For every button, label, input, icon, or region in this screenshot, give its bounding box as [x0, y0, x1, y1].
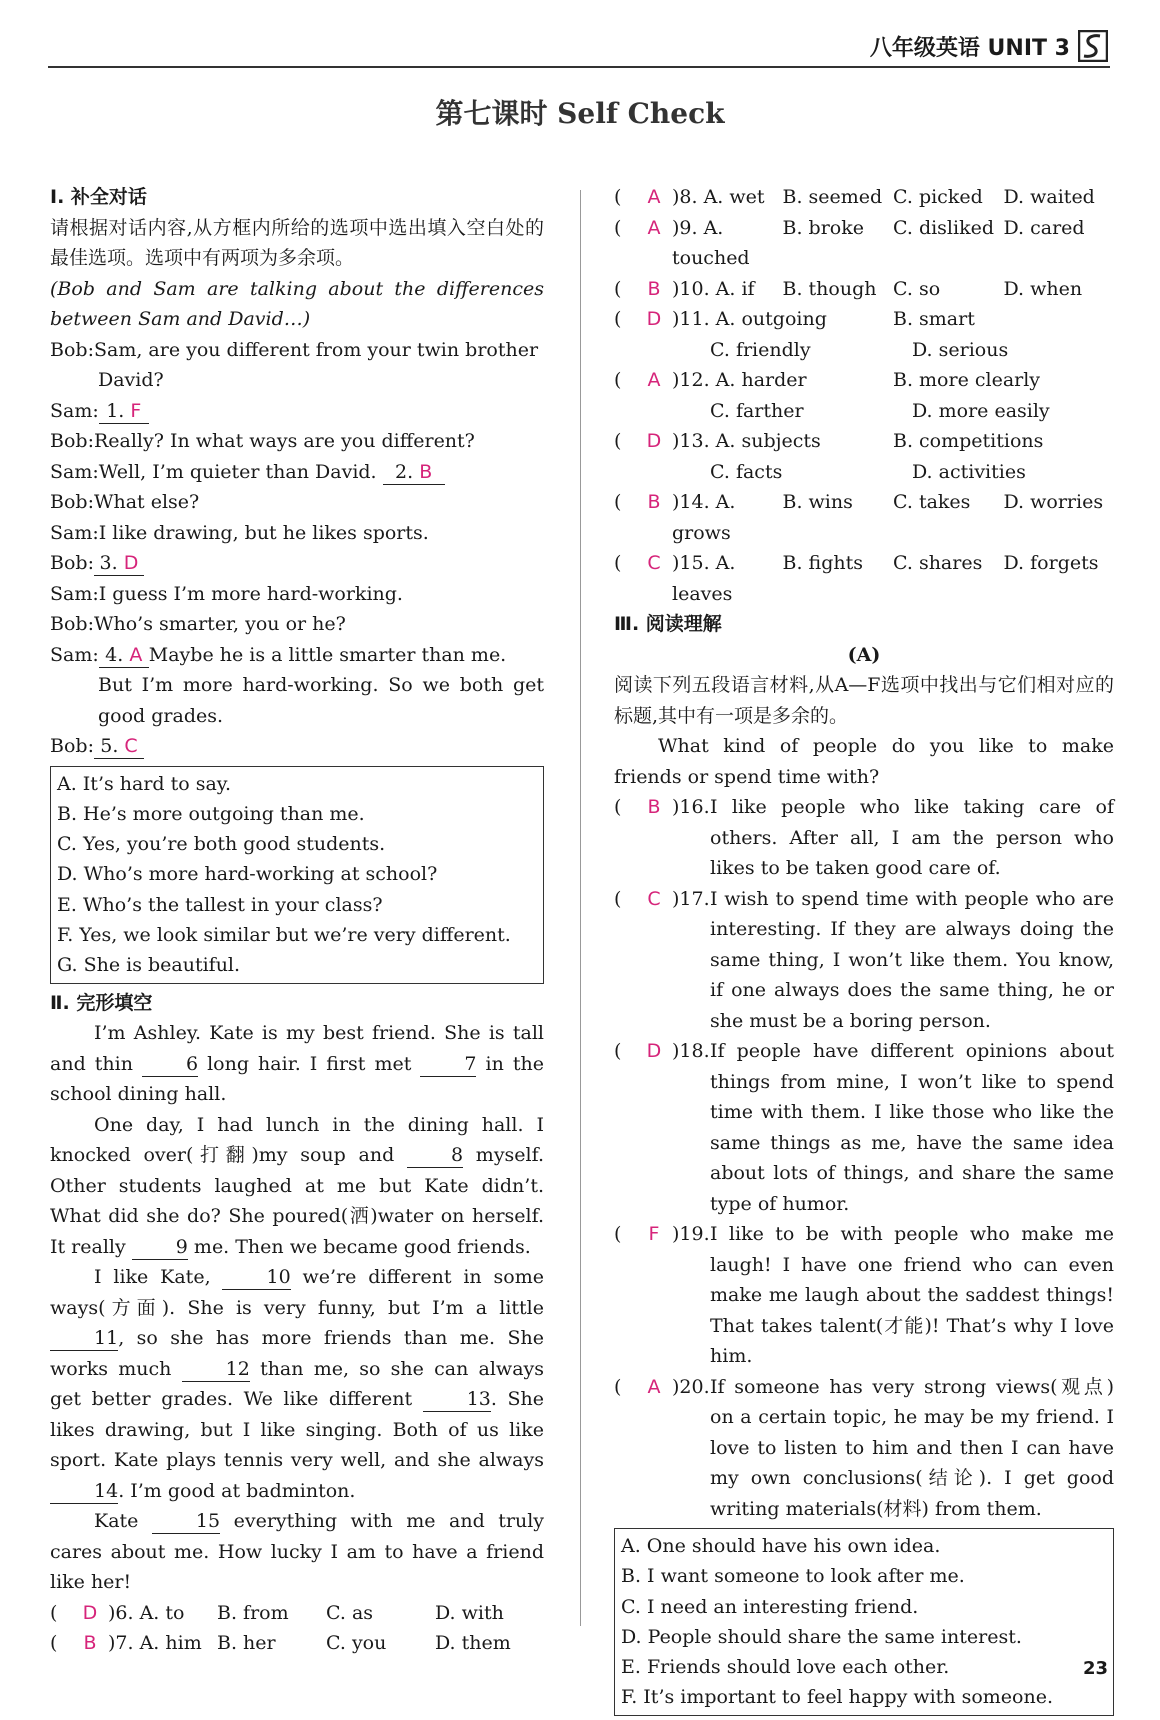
question-number: )16. — [672, 796, 710, 818]
speaker: Bob: — [50, 735, 94, 757]
answer: B — [83, 1632, 97, 1655]
question-text: If someone has very strong views(观点) on a certain topic, he may be my friend. I love to listen to him and then I can have my own conclusions(结论). I get good writing materials(材料) from them. — [710, 1375, 1114, 1520]
option-a: )13. A. subjects — [672, 430, 821, 452]
option-a: )7. A. him — [108, 1632, 202, 1655]
text: . I’m good at badminton. — [118, 1479, 356, 1502]
blank-4 — [99, 643, 149, 668]
option: E. Friends should love each other. — [621, 1656, 950, 1679]
text: long hair. I first met — [207, 1052, 412, 1075]
answer: A — [647, 369, 661, 391]
text: we’re different in some ways(方面). She is very funny, but I’m a little — [50, 1266, 544, 1319]
cloze-blank: 8 — [407, 1143, 463, 1168]
dialogue-line: I guess I’m more hard-working. — [98, 582, 403, 605]
dialogue-line: What else? — [93, 491, 200, 513]
right-column — [614, 182, 1114, 1720]
cloze-blank: 11 — [50, 1326, 118, 1351]
question-6: ( D )6. A. to B. from C. as D. with — [50, 1598, 544, 1629]
dialogue-line: Well, I’m quieter than David. — [98, 460, 377, 483]
option-b: B. wins — [782, 491, 853, 513]
text: myself. Other students laughed at me but Kate didn’t. What did she do? She poured(洒)water on herself. It really — [50, 1144, 545, 1258]
answer: F — [648, 1223, 660, 1245]
option-a: )11. A. outgoing — [672, 308, 827, 330]
answer: B — [647, 796, 661, 818]
column-divider — [580, 190, 581, 1626]
option-d: D. forgets — [1003, 552, 1099, 574]
option-d: D. when — [1003, 277, 1083, 300]
speaker: Sam: — [50, 399, 99, 422]
option-a: )10. A. if — [672, 277, 755, 300]
speaker: Bob: — [50, 613, 94, 635]
header-divider — [48, 66, 1110, 68]
question-number: )19. — [672, 1223, 710, 1245]
answer: D — [646, 430, 662, 452]
dialogue-line: I like drawing, but he likes sports. — [98, 521, 429, 544]
text: than me, so she can always get better grades. We like different — [50, 1357, 545, 1411]
page-number: 23 — [1082, 1658, 1108, 1679]
question-20: ( A )20. If someone has very strong views(观点) on a certain topic, he may be my friend. I love to listen to him and then I can have my own conclusions(结论). I get good writing materials(材料) from them. — [614, 1372, 1114, 1525]
dialogue-line: Sam, are you different from your twin brother — [93, 338, 539, 361]
blank-number: 1. — [106, 399, 125, 422]
dialogue-line: Maybe he is a little smarter than me. — [148, 643, 507, 666]
question-9: ( A )9. A. touched B. broke C. disliked D. cared — [614, 213, 1114, 274]
text: One day, I had lunch in the dining hall. I knocked over(打翻)my soup and — [50, 1113, 544, 1167]
answer: A — [129, 643, 143, 666]
question-16: ( B )16. I like people who like taking care of others. After all, I am the person who likes to be taken good care of. — [614, 792, 1114, 884]
option-d: D. waited — [1003, 186, 1095, 208]
answer: C — [124, 735, 138, 757]
option-d: D. more easily — [912, 399, 1050, 422]
dialogue-options-box — [50, 766, 544, 984]
speaker: Sam: — [50, 582, 99, 605]
section3-subheading: (A) — [847, 643, 881, 666]
dialogue-line: Really? In what ways are you different? — [93, 430, 475, 452]
left-column — [50, 182, 544, 1659]
option-a: )14. A. grows — [672, 491, 736, 544]
answer: A — [647, 216, 661, 239]
option-c: C. friendly — [710, 338, 811, 361]
text: Kate — [94, 1510, 139, 1533]
option: C. Yes, you’re both good students. — [57, 833, 386, 856]
text: I like Kate, — [94, 1266, 211, 1289]
option-c: C. facts — [710, 460, 783, 483]
question-18: ( D )18. If people have different opinions about things from mine, I won’t like to spend time with them. I like those who like the same things as me, have the same idea about lots of things, and share the same type of humor. — [614, 1036, 1114, 1219]
question-8: ( A )8. A. wet B. seemed C. picked D. waited — [614, 182, 1114, 213]
option-d: D. worries — [1003, 491, 1104, 513]
speaker: Bob: — [50, 491, 94, 513]
option: B. I want someone to look after me. — [621, 1565, 965, 1588]
cloze-blank: 9 — [132, 1235, 188, 1260]
speaker: Sam: — [50, 460, 99, 483]
question-number: )17. — [672, 887, 710, 910]
header-text: 八年级英语 UNIT 3 — [869, 35, 1070, 61]
dialogue-line: Who’s smarter, you or he? — [93, 613, 346, 635]
option-c: C. farther — [710, 399, 804, 422]
option-c: C. shares — [893, 552, 983, 574]
option: F. It’s important to feel happy with someone. — [621, 1686, 1053, 1709]
question-text: I like people who like taking care of others. After all, I am the person who likes to be taken good care of. — [710, 796, 1114, 879]
question-number: )20. — [672, 1375, 710, 1398]
question-11: ( D )11. A. outgoing B. smart C. friendly D. serious — [614, 304, 1114, 365]
blank-number: 4. — [105, 643, 124, 666]
reading-options-box — [614, 1528, 1114, 1716]
option-b: B. though — [782, 277, 877, 300]
option-c: C. takes — [893, 491, 971, 513]
speaker: Bob: — [50, 430, 94, 452]
question-12: ( A )12. A. harder B. more clearly C. farther D. more easily — [614, 365, 1114, 426]
blank-1 — [99, 399, 149, 424]
speaker: Bob: — [50, 552, 94, 574]
option-a: )8. A. wet — [672, 186, 765, 208]
blank-number: 5. — [100, 735, 119, 757]
text: in the school dining hall. — [50, 1052, 544, 1106]
option: A. One should have his own idea. — [621, 1535, 941, 1557]
reading-lead: What kind of people do you like to make friends or spend time with? — [614, 735, 1114, 788]
cloze-blank: 14 — [50, 1479, 118, 1504]
option: D. Who’s more hard-working at school? — [57, 863, 438, 886]
text: everything with me and truly cares about me. How lucky I am to have a friend like her! — [50, 1510, 544, 1594]
cloze-paragraph-4 — [50, 1506, 544, 1598]
question-14: ( B )14. A. grows B. wins C. takes D. worries — [614, 487, 1114, 548]
cloze-blank: 10 — [222, 1265, 290, 1290]
text: me. Then we became good friends. — [193, 1235, 531, 1258]
section3-instructions: 阅读下列五段语言材料,从A—F选项中找出与它们相对应的标题,其中有一项是多余的。 — [614, 674, 1114, 727]
option-a: )12. A. harder — [672, 369, 807, 391]
option: A. It’s hard to say. — [57, 772, 232, 795]
text: , so she has more friends than me. She works much — [50, 1327, 544, 1380]
cloze-blank: 15 — [152, 1509, 220, 1534]
option-b: B. more clearly — [893, 369, 1041, 391]
question-13: ( D )13. A. subjects B. competitions C. facts D. activities — [614, 426, 1114, 487]
cloze-paragraph-3 — [50, 1262, 544, 1506]
blank-number: 2. — [395, 460, 414, 483]
section3-heading: Ⅲ. 阅读理解 — [614, 613, 722, 635]
answer: B — [647, 491, 661, 513]
dialogue-line: David? — [98, 369, 164, 391]
option: D. People should share the same interest. — [621, 1625, 1022, 1648]
cloze-paragraph-2 — [50, 1110, 544, 1263]
option-b: B. seemed — [782, 186, 883, 208]
dialogue-line: But I’m more hard-working. So we both get good grades. — [98, 674, 544, 727]
answer: C — [647, 552, 661, 574]
option: G. She is beautiful. — [57, 954, 241, 977]
answer: D — [123, 552, 139, 574]
option-c: C. picked — [893, 186, 983, 208]
option-d: D. serious — [912, 338, 1009, 361]
option-a: )6. A. to — [108, 1601, 185, 1624]
answer: B — [419, 460, 433, 483]
blank-5 — [94, 734, 144, 759]
option: E. Who’s the tallest in your class? — [57, 893, 383, 916]
answer: D — [646, 1040, 662, 1062]
option-d: D. cared — [1003, 216, 1085, 239]
question-17: ( C )17. I wish to spend time with people who are interesting. If they are always doing the same thing, I won’t like them. You know, if one always does the same thing, he or she must be a boring person. — [614, 884, 1114, 1037]
answer: B — [647, 277, 661, 300]
option-d: D. them — [435, 1632, 511, 1655]
question-15: ( C )15. A. leaves B. fights C. shares D. forgets — [614, 548, 1114, 609]
question-number: )18. — [672, 1040, 710, 1062]
question-text: If people have different opinions about things from mine, I won’t like to spend time with them. I like those who like the same things as me, have the same idea about lots of things, and share the same type of humor. — [710, 1040, 1114, 1215]
option-d: D. activities — [912, 460, 1026, 483]
cloze-paragraph-1 — [50, 1018, 544, 1110]
option: F. Yes, we look similar but we’re very different. — [57, 923, 511, 946]
blank-2 — [383, 460, 445, 485]
option-b: B. smart — [893, 308, 975, 330]
option-b: B. broke — [782, 216, 864, 239]
question-7: ( B )7. A. him B. her C. you D. them — [50, 1628, 544, 1659]
section1-instructions: 请根据对话内容,从方框内所给的选项中选出填入空白处的最佳选项。选项中有两项为多余项。 — [50, 216, 544, 269]
option: C. I need an interesting friend. — [621, 1595, 919, 1618]
question-10: ( B )10. A. if B. though C. so D. when — [614, 274, 1114, 305]
cloze-blank: 12 — [182, 1357, 250, 1382]
section1-heading: Ⅰ. 补全对话 — [50, 186, 147, 208]
option-a: )9. A. touched — [672, 216, 750, 269]
option-b: B. her — [217, 1632, 276, 1655]
answer: A — [647, 186, 661, 208]
answer: C — [647, 887, 661, 910]
speaker: Bob: — [50, 338, 94, 361]
answer: F — [130, 399, 142, 422]
option-a: )15. A. leaves — [672, 552, 736, 605]
publisher-logo-icon — [1078, 30, 1108, 62]
blank-number: 3. — [99, 552, 118, 574]
blank-3 — [94, 551, 144, 576]
answer: A — [647, 1375, 661, 1398]
cloze-blank: 6 — [142, 1052, 198, 1077]
option-c: C. as — [326, 1601, 374, 1624]
text: I’m Ashley. Kate is my best friend. She is tall and thin — [50, 1022, 544, 1075]
dialogue-context: (Bob and Sam are talking about the differences between Sam and David…) — [50, 277, 544, 330]
option-b: B. fights — [782, 552, 863, 574]
question-text: I wish to spend time with people who are interesting. If they are always doing the same thing, I won’t like them. You know, if one always does the same thing, he or she must be a boring person. — [710, 887, 1114, 1032]
speaker: Sam: — [50, 521, 99, 544]
page-title: 第七课时 Self Check — [435, 97, 725, 130]
option-c: C. so — [893, 277, 941, 300]
text: . She likes drawing, but I like singing. Both of us like sport. Kate plays tennis very well, and she always — [50, 1388, 545, 1472]
option: B. He’s more outgoing than me. — [57, 802, 365, 825]
option-b: B. from — [217, 1601, 289, 1624]
question-text: I like to be with people who make me laugh! I have one friend who can even make me laugh about the saddest things! That takes talent(才能)! That’s why I love him. — [710, 1223, 1114, 1367]
cloze-blank: 7 — [420, 1052, 476, 1077]
option-c: C. disliked — [893, 216, 995, 239]
answer: D — [646, 308, 662, 330]
dialogue — [50, 335, 544, 762]
section2-heading: Ⅱ. 完形填空 — [50, 991, 153, 1014]
speaker: Sam: — [50, 643, 99, 666]
question-19: ( F )19. I like to be with people who make me laugh! I have one friend who can even make me laugh about the saddest things! That takes talent(才能)! That’s why I love him. — [614, 1219, 1114, 1372]
answer: D — [82, 1601, 98, 1624]
cloze-blank: 13 — [423, 1387, 491, 1412]
page-header — [870, 30, 1108, 62]
option-b: B. competitions — [893, 430, 1044, 452]
option-c: C. you — [326, 1632, 387, 1655]
option-d: D. with — [435, 1601, 504, 1624]
